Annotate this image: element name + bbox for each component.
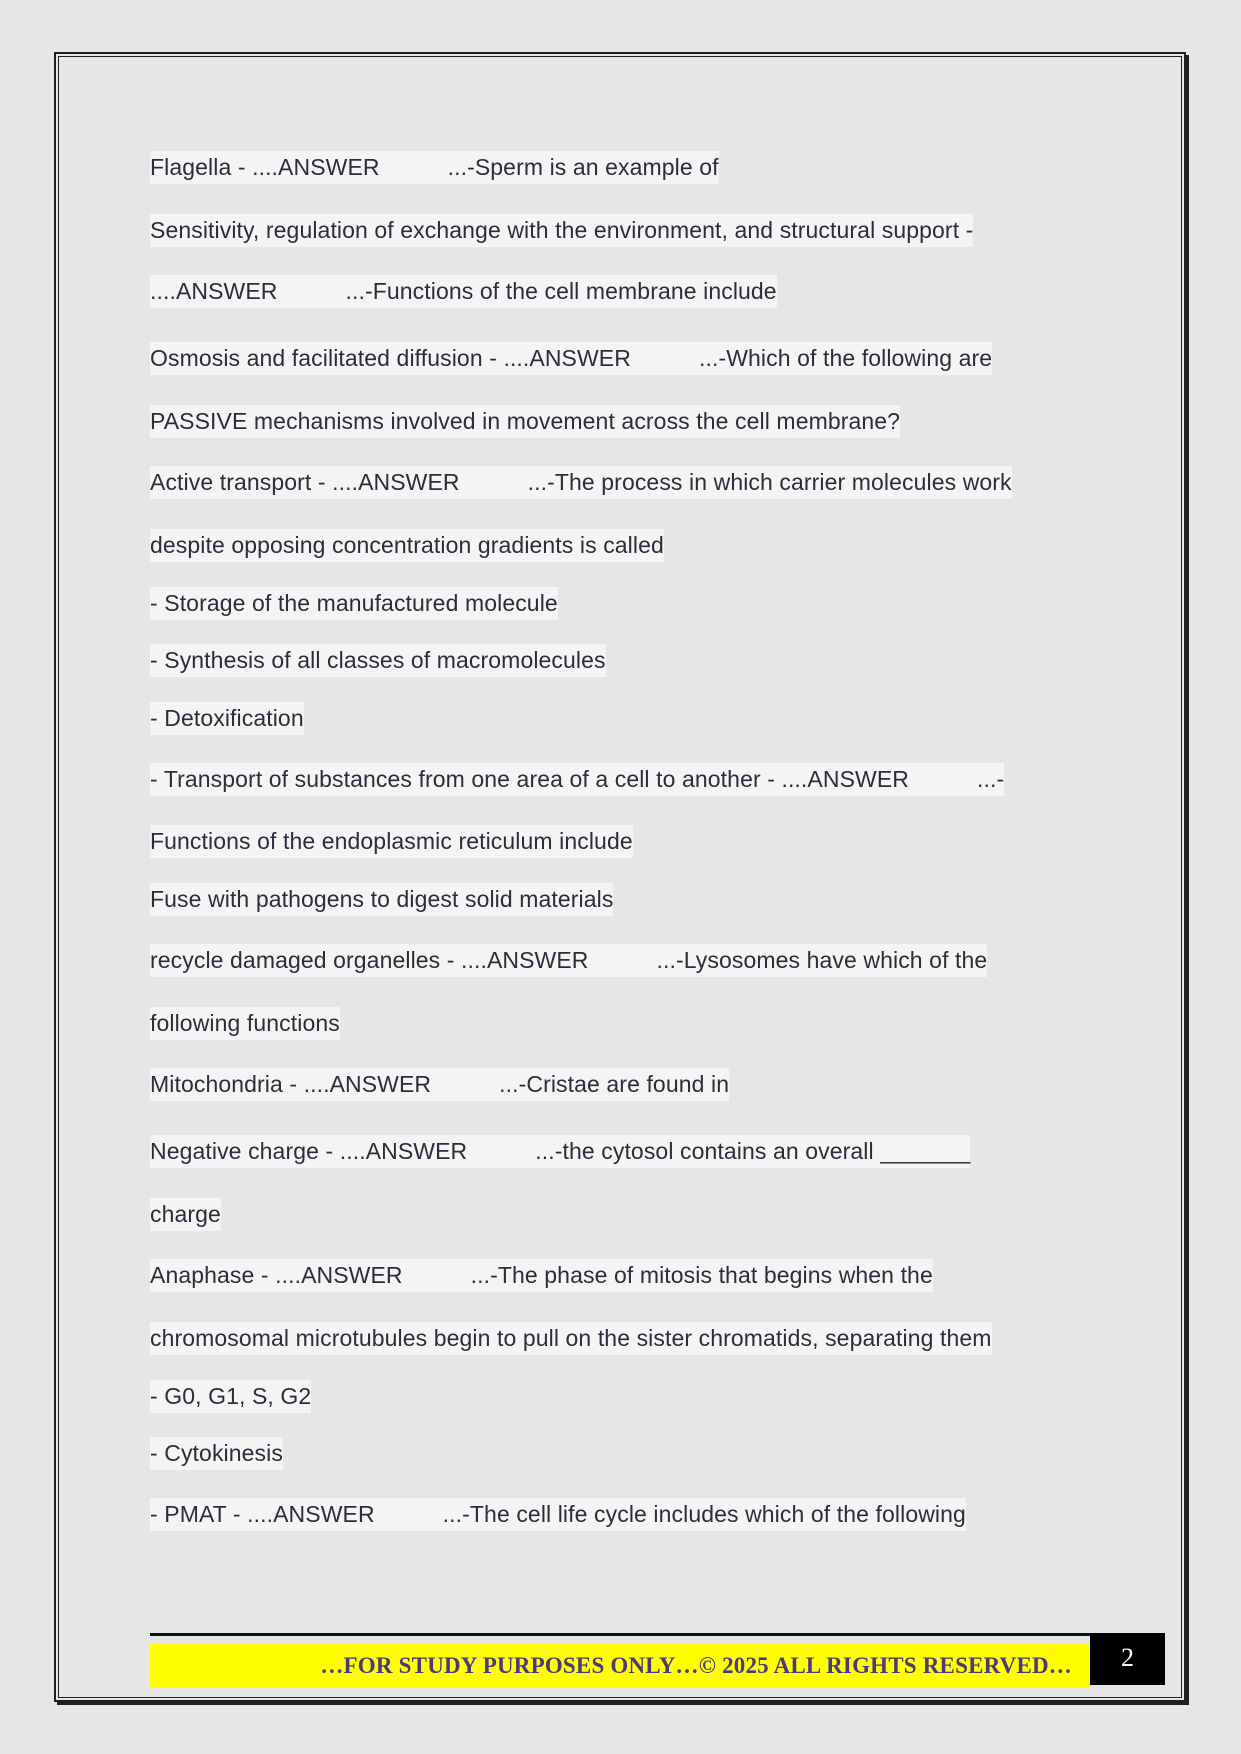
list-item: - Cytokinesis [150, 1437, 283, 1470]
list-item: - Detoxification [150, 702, 304, 735]
question-text: ...-the cytosol contains an overall _______ [535, 1135, 970, 1168]
question-text: ...-The phase of mitosis that begins when the [471, 1259, 933, 1292]
text-line [150, 405, 900, 438]
text-line [150, 825, 633, 858]
text-line [150, 466, 1012, 499]
question-text: ...-Which of the following are [699, 342, 992, 375]
text-line [150, 275, 777, 308]
question-text: charge [150, 1198, 221, 1231]
question-text: chromosomal microtubules begin to pull on the sister chromatids, separating them [150, 1322, 992, 1355]
question-text: PASSIVE mechanisms involved in movement across the cell membrane? [150, 405, 900, 438]
text-line [150, 1135, 970, 1168]
answer-label: - Transport of substances from one area of a cell to another - ....ANSWER [150, 763, 909, 796]
text-line [150, 1322, 992, 1355]
answer-label: ....ANSWER [150, 275, 278, 308]
question-text: ...-Cristae are found in [499, 1068, 729, 1101]
text-line [150, 214, 973, 247]
answer-label: Osmosis and facilitated diffusion - ....ANSWER [150, 342, 631, 375]
question-text: ...-Lysosomes have which of the [657, 944, 988, 977]
text-line [150, 702, 304, 735]
question-text: Functions of the endoplasmic reticulum include [150, 825, 633, 858]
text-line [150, 1259, 933, 1292]
answer-label: Flagella - ....ANSWER [150, 151, 380, 184]
question-text: ...-Sperm is an example of [448, 151, 719, 184]
question-text: ...-The process in which carrier molecules work [528, 466, 1012, 499]
question-text: Sensitivity, regulation of exchange with the environment, and structural support - [150, 214, 973, 247]
text-line [150, 1498, 966, 1531]
footer-notice: …FOR STUDY PURPOSES ONLY…© 2025 ALL RIGHTS RESERVED… [150, 1643, 1090, 1688]
answer-label: - PMAT - ....ANSWER [150, 1498, 375, 1531]
text-line [150, 1437, 283, 1470]
footer-divider [150, 1633, 1090, 1636]
answer-label: Anaphase - ....ANSWER [150, 1259, 403, 1292]
question-text: ...-The cell life cycle includes which of the following [443, 1498, 966, 1531]
answer-label: recycle damaged organelles - ....ANSWER [150, 944, 589, 977]
list-item: - G0, G1, S, G2 [150, 1380, 311, 1413]
text-line [150, 883, 613, 916]
answer-label: Mitochondria - ....ANSWER [150, 1068, 431, 1101]
text-line [150, 644, 606, 677]
answer-label: Active transport - ....ANSWER [150, 466, 460, 499]
text-line [150, 1198, 221, 1231]
list-item: - Storage of the manufactured molecule [150, 587, 558, 620]
text-line [150, 587, 558, 620]
text-line [150, 763, 1004, 796]
answer-label: Negative charge - ....ANSWER [150, 1135, 467, 1168]
question-text: ...- [977, 763, 1004, 796]
question-text: ...-Functions of the cell membrane include [346, 275, 777, 308]
list-item: Fuse with pathogens to digest solid materials [150, 883, 613, 916]
text-line [150, 944, 987, 977]
question-text: following functions [150, 1007, 340, 1040]
page-number: 2 [1090, 1633, 1165, 1685]
text-line [150, 342, 992, 375]
text-line [150, 151, 719, 184]
text-line [150, 529, 664, 562]
text-line [150, 1380, 311, 1413]
text-line [150, 1068, 729, 1101]
text-line [150, 1007, 340, 1040]
question-text: despite opposing concentration gradients is called [150, 529, 664, 562]
list-item: - Synthesis of all classes of macromolecules [150, 644, 606, 677]
